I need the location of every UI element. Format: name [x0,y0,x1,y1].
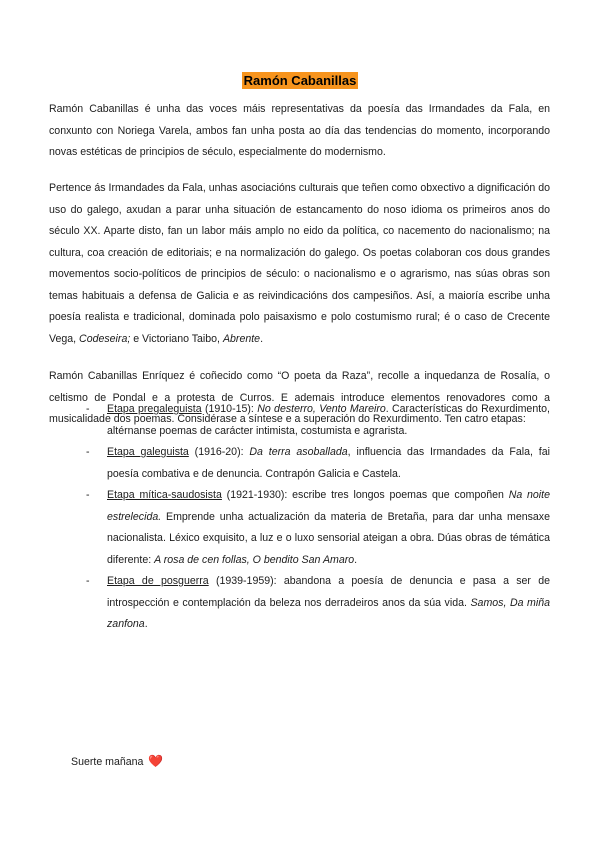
list-bullet: - [86,403,90,415]
stage-desc: , influencia das Irmandades da Fala, fai poesía combativa e de denuncia. Contrapón Galicia e Castela. [107,446,550,480]
paragraph-irmandades [49,178,550,350]
stage-works: No desterro, Vento Mareiro [257,403,386,415]
stage-name: Etapa galeguista [107,446,189,458]
stage-desc: . Características do Rexurdimento, altérnanse poemas de carácter intimista, costumista e agrarista. [107,403,550,437]
stage-desc: abandona a poesía de denuncia e pasa a ser de introspección e contemplación da beleza nos derradeiros anos da súa vida. [107,575,550,609]
stage-end: . [144,618,148,630]
paragraph-irmandades-text: Pertence ás Irmandades da Fala, unhas asociacións culturais que teñen como obxectivo a dignificación do uso do galego, axudan a parar unha situación de estancamento do noso idioma os primeiros anos do século XX. Aparte disto, fan un labor máis amplo no eido da política, co nacemento do nacionalismo; na cultura, coa creación de editoriais; e na normalización do galego. Os poetas colaboran cos dous grandes movementos socio-políticos de principios de século: o nacionalismo e o agrarismo, nas súas obras son temas habituais a defensa de Galicia e as reivindicacións dos campesiños. Así, a maioría escribe unha poesía realista e tradicional, dominada polo paisaxismo e polo costumismo rural; é o caso de Crecente Vega, [49,182,550,345]
stage-years: (1916-20): [188,446,250,458]
stage-works: Samos, Da miña zanfona [107,596,550,630]
stage-works: Da terra asoballada [249,446,348,458]
stage-works: Na noite estrelecida. [107,489,550,523]
list-item [86,399,550,442]
closing-text: Suerte mañana [71,756,144,768]
work-abrente: Abrente [222,332,261,345]
title-wrap [0,72,600,90]
stage-years: (1910-15): [201,403,258,415]
page-title: Ramón Cabanillas [243,73,357,88]
heart-icon: ❤️ [148,754,164,768]
list-item [86,485,550,571]
stage-works-2: A rosa de cen follas, O bendito San Amaro [154,553,355,566]
paragraph-irmandades-end: . [260,332,264,345]
paragraph-irmandades-mid: e Victoriano Taibo, [130,332,223,345]
paragraph-intro: Ramón Cabanillas é unha das voces máis representativas da poesía das Irmandades da Fala, en conxunto con Noriega Varela, ambos fan unha posta ao día das tendencias do momento, incorporando novas estéticas de principios de século, especialmente do modernismo. [49,103,550,158]
work-codeseira: Codeseira; [79,332,131,345]
stage-name: Etapa pregaleguista [107,403,202,415]
stage-name: Etapa mítica-saudosista [107,489,222,501]
list-bullet: - [86,489,90,501]
stage-years: (1939-1959): [208,575,284,587]
stages-list [86,399,550,636]
stage-years: (1921-1930): [221,489,293,501]
stage-pre: escribe tres longos poemas que compoñen [292,489,509,501]
stage-end: . [354,553,358,566]
closing-note [71,751,163,772]
list-item [86,571,550,636]
stage-desc: Emprende unha actualización da materia de Bretaña, para dar unha mensaxe nacionalista. Léxico exquisito, a luz e o luxo sensorial ateigan a obra. Dúas obras de témática diferente: [107,510,550,566]
list-bullet: - [86,446,90,458]
list-bullet: - [86,575,90,587]
paragraph-cabanillas: Ramón Cabanillas Enríquez é coñecido como “O poeta da Raza”, recolle a inquedanza de Rosalía, o celtismo de Pondal e a protesta de Curros. E ademais introduce elementos renovadores como a musicalidade dos poemas. Considérase a síntese e a superación do Rexurdimento. Ten catro etapas: [49,370,550,425]
list-item [86,442,550,485]
stage-name: Etapa de posguerra [107,575,209,587]
